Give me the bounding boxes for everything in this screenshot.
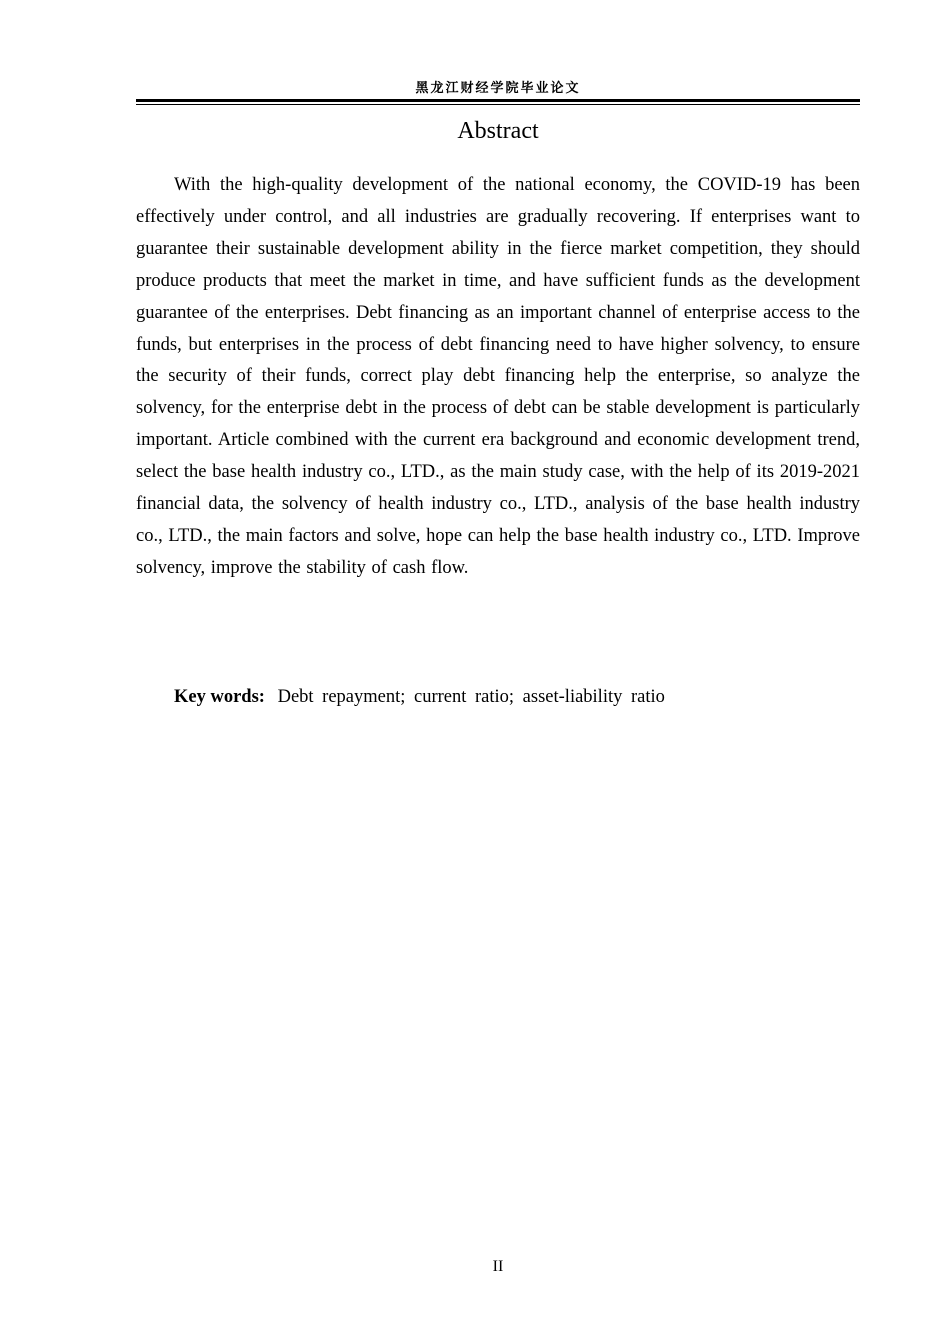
running-header: 黑龙江财经学院毕业论文 xyxy=(415,81,581,96)
abstract-title: Abstract xyxy=(457,118,539,144)
page-number: II xyxy=(492,1258,504,1275)
header-rule-thin xyxy=(136,104,860,105)
abstract-body: With the high-quality development of the national economy, the COVID-19 has been effectively under control, and all industries are gradually recovering. If enterprises want to guarantee their sustainable development ability in the fierce market competition, they should produce products that meet the market in time, and have sufficient funds as the development guarantee of the enterprises. Debt financing as an important channel of enterprise access to the funds, but enterprises in the process of debt financing need to have higher solvency, to ensure the security of their funds, correct play debt financing help the enterprise, so analyze the solvency, for the enterprise debt in the process of debt can be stable development is particularly important. Article combined with the current era background and economic development trend, select the base health industry co., LTD., as the main study case, with the help of its 2019-2021 financial data, the solvency of health industry co., LTD., analysis of the base health industry co., LTD., the main factors and solve, hope can help the base health industry co., LTD. Improve solvency, improve the stability of cash flow. xyxy=(136,175,860,578)
keywords-text: Debt repayment; current ratio; asset-liability ratio xyxy=(277,687,665,707)
keywords-line xyxy=(174,682,665,712)
keywords-label: Key words: xyxy=(174,687,265,707)
header-rule-thick xyxy=(136,99,860,102)
